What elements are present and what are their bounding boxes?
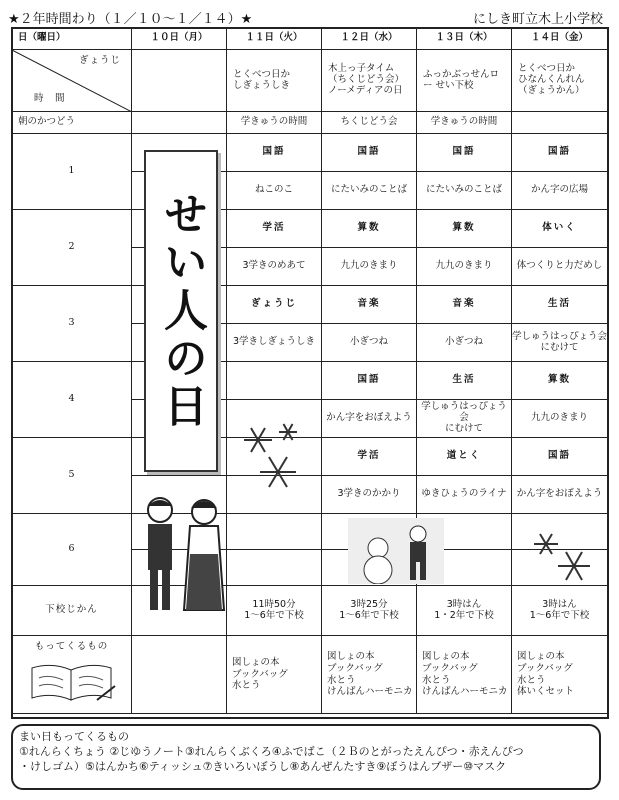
subject-cell: 国語 xyxy=(512,134,608,172)
morning-cell: 学きゅうの時間 xyxy=(227,112,322,134)
students-kimono-illustration xyxy=(136,494,232,616)
corner-cell: 日（曜日） xyxy=(12,28,132,50)
event-cell: 木上っ子タイム （ちくじどう会） ノーメディアの日 xyxy=(322,50,417,112)
gyouji-label: ぎょうじ xyxy=(78,55,121,66)
daily-items-line: ①れんらくちょう ②じゆうノート③れんらくぶくろ④ふでばこ（２Ｂのとがったえんぴつ・赤えんぴつ xyxy=(19,744,524,758)
subject-cell: 国語 xyxy=(512,438,608,476)
subject-cell: 国語 xyxy=(417,134,512,172)
subject-cell: 学活 xyxy=(322,438,417,476)
lesson-detail-cell: かん字をおぼえよう xyxy=(512,476,608,514)
banner-text: せい人の日 xyxy=(156,191,207,431)
snowflake-icon xyxy=(236,418,316,498)
event-cell xyxy=(132,50,227,112)
subject-cell: 体いく xyxy=(512,210,608,248)
subject-cell: 音楽 xyxy=(322,286,417,324)
period-number: 6 xyxy=(12,514,132,586)
lesson-detail-cell: 体つくりと力だめし xyxy=(512,248,608,286)
morning-cell: ちくじどう会 xyxy=(322,112,417,134)
school-name: にしき町立木上小学校 xyxy=(472,12,603,27)
jikan-label: 時 間 xyxy=(34,93,66,105)
event-cell: とくべつ日か ひなんくんれん （ぎょうかん） xyxy=(512,50,608,112)
morning-cell xyxy=(512,112,608,134)
day-header: １２日（水） xyxy=(322,28,417,50)
lesson-detail-cell: 学しゅうはっぴょう会 にむけて xyxy=(417,400,512,438)
snowman-illustration xyxy=(348,518,444,584)
subject-cell: 算数 xyxy=(512,362,608,400)
lesson-detail-cell: 小ぎつね xyxy=(417,324,512,362)
bring-label-cell xyxy=(12,636,132,714)
subject-cell xyxy=(227,514,322,550)
lesson-detail-cell: 九九のきまり xyxy=(512,400,608,438)
subject-cell: 国語 xyxy=(227,134,322,172)
day-header: １３日（木） xyxy=(417,28,512,50)
morning-cell xyxy=(132,112,227,134)
day-header: １１日（火） xyxy=(227,28,322,50)
lesson-detail-cell: ねこのこ xyxy=(227,172,322,210)
daily-items-line: ・けしゴム）⑤はんかち⑥ティッシュ⑦きいろいぼうし⑧あんぜんたすき⑨ぼうはんブザー⑩マスク xyxy=(19,759,507,773)
subject-cell: 算数 xyxy=(322,210,417,248)
period-number: 4 xyxy=(12,362,132,438)
dismissal-cell: 3時はん 1～6年で下校 xyxy=(512,586,608,636)
dismissal-cell: 11時50分 1～6年で下校 xyxy=(227,586,322,636)
morning-label: 朝のかつどう xyxy=(12,112,132,134)
subject-cell: 国語 xyxy=(322,362,417,400)
dismissal-cell: 3時25分 1～6年で下校 xyxy=(322,586,417,636)
day-header: １４日（金） xyxy=(512,28,608,50)
bring-cell: 図しょの本 ブックバッグ 水とう けんばんハーモニカ xyxy=(417,636,512,714)
day-header: １０日（月） xyxy=(132,28,227,50)
bring-cell xyxy=(132,636,227,714)
subject-cell: 音楽 xyxy=(417,286,512,324)
period-number: 1 xyxy=(12,134,132,210)
subject-cell: 学活 xyxy=(227,210,322,248)
period-number: 5 xyxy=(12,438,132,514)
daily-items-title: まい日もってくるもの xyxy=(19,730,129,743)
lesson-detail-cell: 学しゅうはっぴょう会 にむけて xyxy=(512,324,608,362)
lesson-detail-cell: ゆきひょうのライナ xyxy=(417,476,512,514)
period-number: 2 xyxy=(12,210,132,286)
lesson-detail-cell: かん字をおぼえよう xyxy=(322,400,417,438)
lesson-detail-cell: 3学きのめあて xyxy=(227,248,322,286)
bring-label: もってくるもの xyxy=(34,641,109,652)
lesson-detail-cell: 九九のきまり xyxy=(417,248,512,286)
subject-cell: 生活 xyxy=(512,286,608,324)
subject-cell xyxy=(227,362,322,400)
bring-cell: 図しょの本 ブックバッグ 水とう 体いくセット xyxy=(512,636,608,714)
subject-cell: 国語 xyxy=(322,134,417,172)
lesson-detail-cell: にたいみのことば xyxy=(417,172,512,210)
lesson-detail-cell: 九九のきまり xyxy=(322,248,417,286)
gyouji-label-cell xyxy=(12,50,132,112)
lesson-detail-cell: にたいみのことば xyxy=(322,172,417,210)
event-cell: とくべつ日か しぎょうしき xyxy=(227,50,322,112)
lesson-detail-cell: 3学きしぎょうしき xyxy=(227,324,322,362)
subject-cell: 道とく xyxy=(417,438,512,476)
period-number: 3 xyxy=(12,286,132,362)
bring-cell: 図しょの本 ブックバッグ 水とう けんばんハーモニカ xyxy=(322,636,417,714)
lesson-detail-cell: 小ぎつね xyxy=(322,324,417,362)
lesson-detail-cell xyxy=(227,550,322,586)
open-book-icon xyxy=(27,660,117,704)
daily-items-box xyxy=(11,724,601,790)
subject-cell: 算数 xyxy=(417,210,512,248)
seijin-no-hi-banner xyxy=(144,150,218,472)
lesson-detail-cell: かん字の広場 xyxy=(512,172,608,210)
page-title: ★２年時間わり（１／１０～１／１４）★ xyxy=(8,12,253,27)
subject-cell: 生活 xyxy=(417,362,512,400)
morning-cell: 学きゅうの時間 xyxy=(417,112,512,134)
bring-cell: 図しょの本 ブックバッグ 水とう xyxy=(227,636,322,714)
dismissal-cell: 3時はん 1・2年で下校 xyxy=(417,586,512,636)
timetable xyxy=(11,27,608,714)
event-cell: ふっかぶっせんロ ー せい下校 xyxy=(417,50,512,112)
snowflake-icon xyxy=(528,528,598,588)
dismissal-label: 下校じかん xyxy=(12,586,132,636)
lesson-detail-cell: 3学きのかかり xyxy=(322,476,417,514)
subject-cell: ぎょうじ xyxy=(227,286,322,324)
